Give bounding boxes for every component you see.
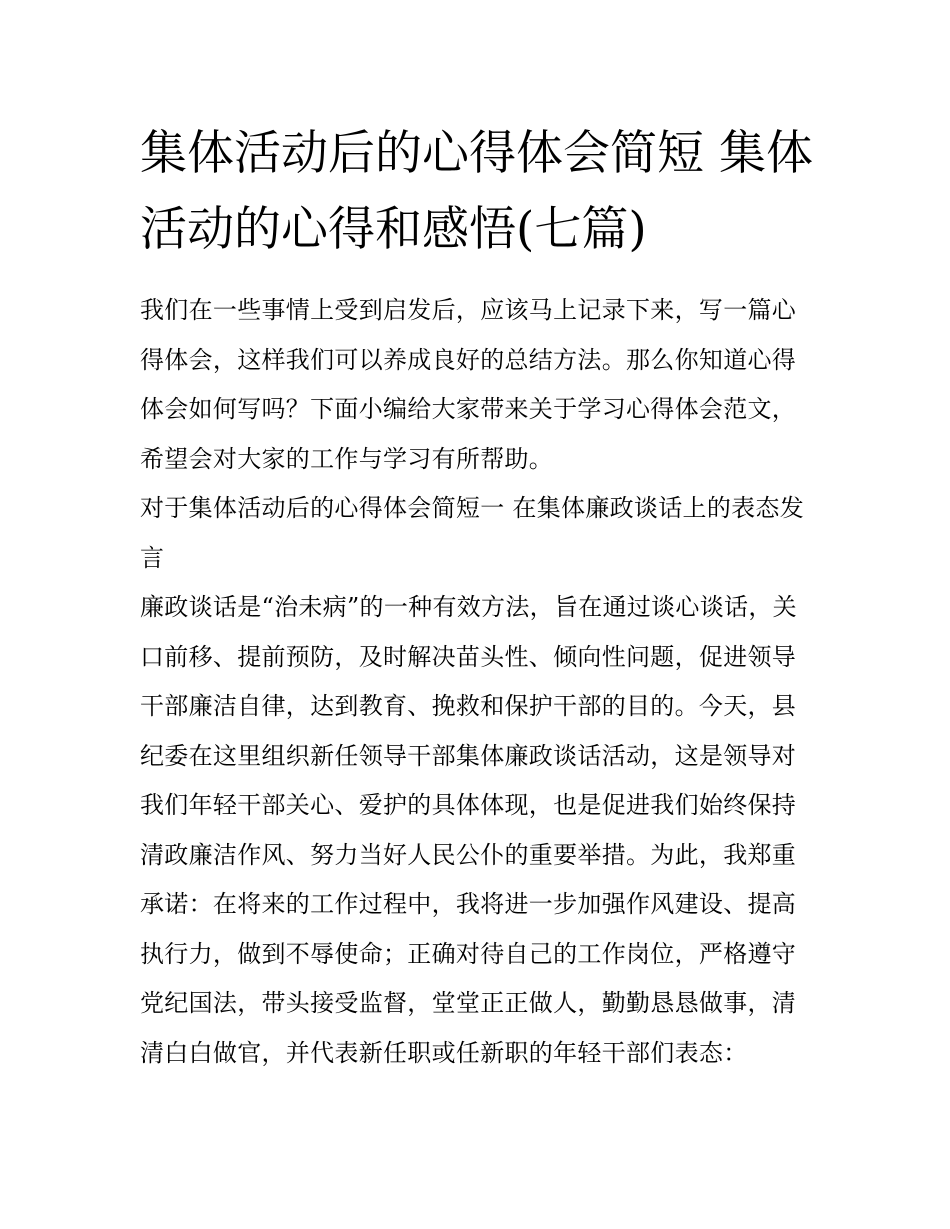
body-paragraph: 廉政谈话是“治未病”的一种有效方法，旨在通过谈心谈话，关口前移、提前预防，及时解决苗头性、倾向性问题，促进领导干部廉洁自律，达到教育、挽救和保护干部的目的。今天，县纪委在这里组织新任领导干部集体廉政谈话活动，这是领导对我们年轻干部关心、爱护的具体体现，也是促进我们始终保持清政廉洁作风、努力当好人民公仆的重要举措。为此，我郑重承诺：在将来的工作过程中，我将进一步加强作风建设、提高执行力，做到不辱使命；正确对待自己的工作岗位，严格遵守党纪国法，带头接受监督，堂堂正正做人，勤勤恳恳做事，清清白白做官，并代表新任职或任新职的年轻干部们表态： bbox=[140, 593, 797, 1067]
section-heading: 对于集体活动后的心得体会简短一 在集体廉政谈话上的表态发言 bbox=[140, 494, 805, 572]
document-title: 集体活动后的心得体会简短 集体活动的心得和感悟(七篇) bbox=[140, 126, 813, 257]
document-content bbox=[140, 116, 815, 1078]
intro-paragraph: 我们在一些事情上受到启发后，应该马上记录下来，写一篇心得体会，这样我们可以养成良好的总结方法。那么你知道心得体会如何写吗？下面小编给大家带来关于学习心得体会范文，希望会对大家的工作与学习有所帮助。 bbox=[140, 296, 797, 473]
